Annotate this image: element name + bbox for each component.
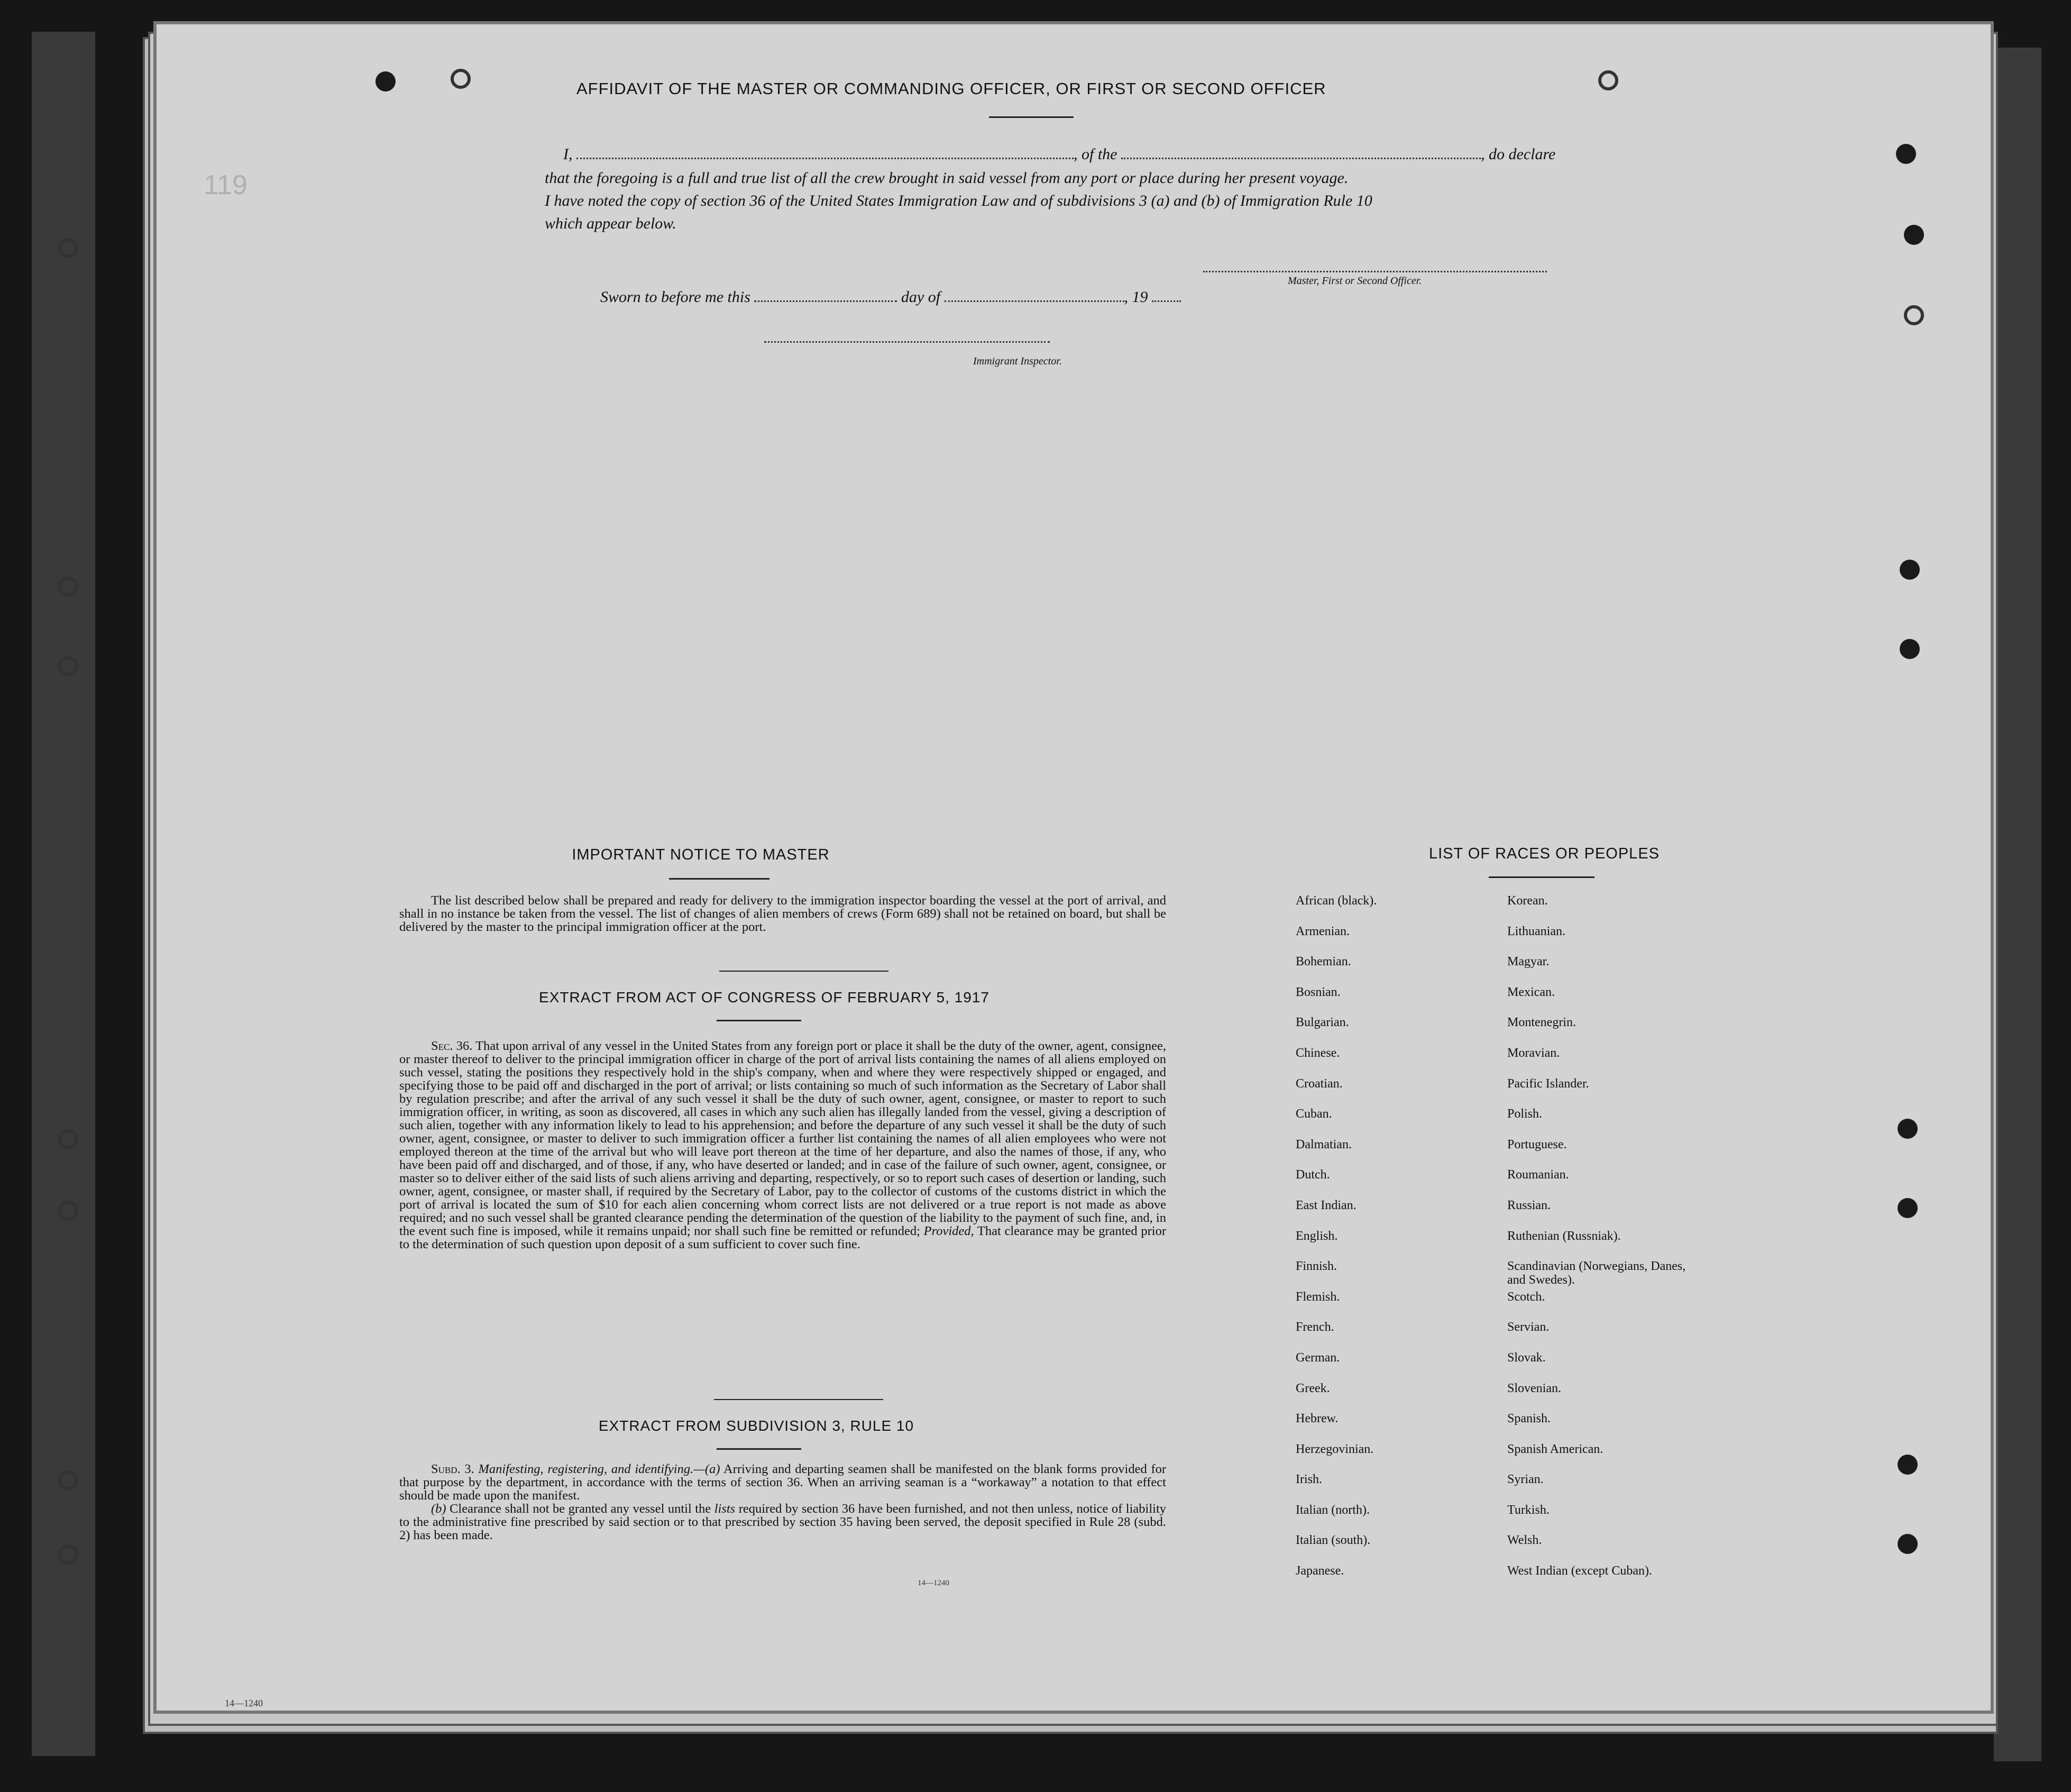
race-item: Scotch. — [1507, 1290, 1545, 1304]
affidavit-declare: , do declare — [1481, 145, 1556, 163]
binder-hole — [1898, 1534, 1918, 1554]
act-body-end: That clearance may be granted prior to the determination of such question upon deposit of a sum sufficient to cover such fine. — [399, 1224, 1166, 1251]
binder-hole — [58, 1470, 78, 1491]
race-item: Croatian. — [1296, 1076, 1343, 1091]
race-item: Greek. — [1296, 1381, 1330, 1395]
master-signature-label: Master, First or Second Officer. — [1288, 275, 1422, 287]
race-item: Hebrew. — [1296, 1412, 1339, 1426]
races-left-column — [1296, 894, 1377, 1595]
rule-extract-title: EXTRACT FROM SUBDIVISION 3, RULE 10 — [598, 1418, 914, 1434]
race-item: Slovak. — [1507, 1350, 1546, 1365]
affidavit-i: I, — [563, 145, 573, 163]
binder-hole — [1900, 560, 1920, 580]
para-b-lists: lists — [714, 1502, 736, 1516]
race-item: Magyar. — [1507, 955, 1550, 969]
race-item: Welsh. — [1507, 1533, 1542, 1548]
race-item: Flemish. — [1296, 1290, 1340, 1304]
binder-hole — [58, 238, 78, 258]
subd-title: Manifesting, registering, and identifying.—(a) — [478, 1462, 720, 1476]
master-signature-field[interactable] — [1203, 266, 1547, 272]
race-item: Servian. — [1507, 1320, 1550, 1334]
binder-hole — [375, 71, 396, 92]
race-item: Turkish. — [1507, 1503, 1550, 1517]
race-item: Roumanian. — [1507, 1168, 1569, 1182]
notice-title: IMPORTANT NOTICE TO MASTER — [572, 846, 830, 863]
affidavit-title: AFFIDAVIT OF THE MASTER OR COMMANDING OFFICER, OR FIRST OR SECOND OFFICER — [576, 79, 1326, 98]
act-extract-rule — [717, 1020, 801, 1021]
race-item: German. — [1296, 1350, 1340, 1365]
binder-hole — [58, 1201, 78, 1221]
race-item: Italian (south). — [1296, 1533, 1371, 1548]
sworn-day-field[interactable] — [754, 295, 897, 302]
race-item: Syrian. — [1507, 1473, 1544, 1487]
scanner-right-edge — [1994, 48, 2041, 1761]
rule-extract-text — [399, 1462, 1166, 1542]
race-item: Chinese. — [1296, 1046, 1340, 1060]
rule-paragraph-a — [399, 1462, 1166, 1502]
race-item: Scandinavian (Norwegians, Danes, and Swedes). — [1507, 1259, 1686, 1287]
race-item: Korean. — [1507, 894, 1548, 908]
binder-hole — [1898, 1455, 1918, 1475]
race-item: Ruthenian (Russniak). — [1507, 1229, 1621, 1243]
races-right-column — [1507, 894, 1698, 1595]
act-paragraph — [399, 1039, 1166, 1251]
affidavit-line-3: I have noted the copy of section 36 of the United States Immigration Law and of subdivisions 3 (a) and (b) of Immigration Rule 10 — [545, 192, 1372, 209]
inspector-signature-field[interactable] — [764, 336, 1050, 343]
rule-paragraph-b — [399, 1502, 1166, 1542]
races-list — [1296, 894, 1930, 1581]
race-item: Japanese. — [1296, 1564, 1344, 1578]
binder-hole — [58, 1129, 78, 1149]
rule-para-a: Arriving and departing seamen shall be manifested on the blank forms provided for that purpose by the department, in accordance with the terms of section 36. When an arriving seaman is a “workaway” a notation to that effect should be made upon the manifest. — [399, 1462, 1167, 1503]
affidavit-title-rule — [989, 116, 1074, 118]
race-item: Montenegrin. — [1507, 1016, 1576, 1030]
race-item: Russian. — [1507, 1198, 1551, 1212]
race-item: Moravian. — [1507, 1046, 1560, 1060]
notice-text — [399, 894, 1166, 934]
races-title-rule — [1489, 876, 1595, 878]
sworn-year: , 19 — [1124, 288, 1148, 306]
master-name-field[interactable] — [576, 152, 1074, 159]
race-item: Bohemian. — [1296, 955, 1351, 969]
race-item: Pacific Islander. — [1507, 1076, 1589, 1091]
race-item: Lithuanian. — [1507, 924, 1565, 938]
race-item: Spanish American. — [1507, 1442, 1603, 1456]
form-number: 14—1240 — [918, 1579, 949, 1587]
sworn-month-field[interactable] — [945, 295, 1124, 302]
binder-hole — [451, 69, 471, 89]
para-b-label: (b) — [431, 1502, 446, 1516]
notice-title-rule — [669, 878, 769, 880]
race-item: Bulgarian. — [1296, 1016, 1349, 1030]
rule-extract-rule — [717, 1448, 801, 1450]
para-b-end: required by section 36 have been furnished, and not then unless, notice of liability to the administrative fine prescribed by said section or to that prescribed by section 35 having been served, the deposit specified in Rule 28 (subd. 2) has been made. — [399, 1502, 1167, 1542]
bottom-form-number: 14—1240 — [225, 1698, 263, 1708]
race-item: Armenian. — [1296, 924, 1350, 938]
subd-label: Subd. 3. — [431, 1462, 474, 1476]
binder-hole — [58, 1544, 78, 1565]
binder-hole — [1896, 144, 1916, 164]
race-item: French. — [1296, 1320, 1334, 1334]
act-divider — [714, 1399, 883, 1400]
binder-hole — [1904, 225, 1924, 245]
race-item: Bosnian. — [1296, 985, 1341, 999]
affidavit-of-the: , of the — [1074, 145, 1117, 163]
race-item: English. — [1296, 1229, 1338, 1243]
act-extract-text — [399, 1039, 1166, 1251]
section-label: Sec. 36. — [431, 1039, 473, 1053]
affidavit-line-2: that the foregoing is a full and true list of all the crew brought in said vessel from any port or place during her present voyage. — [545, 169, 1349, 187]
act-body: That upon arrival of any vessel in the United States from any foreign port or place it shall be the duty of the owner, agent, consignee, or master thereof to deliver to the principal immigration officer in charge of the port of arrival lists containing the names of all aliens employed on such vessel, stating the positions they respectively hold in the ship's company, when and where they were respectively shipped or engaged, and specifying those to be paid off and discharged in the port of arrival; or lists containing so much of such information as the Secretary of Labor shall by regulation prescribe; and after the arrival of any such vessel it shall be the duty of such owner, agent, consignee, or master to report to such immigration officer, in writing, as soon as discovered, all cases in which any such alien has illegally landed from the vessel, giving a description of such alien, together with any information likely to lead to his apprehension; and before the departure of any such vessel it shall be the duty of such owner, agent, consignee, or master to deliver to such immigration officer a further list containing the names of all alien employees who were not employed thereon at the time of the arrival but who will leave port thereon at the time of her departure, and also the names of those, if any, who have been paid off and discharged, and of those, if any, who have deserted or landed; and in case of the failure of such owner, agent, consignee, or master so to deliver either of the said lists of such aliens arriving and departing, respectively, or so to report such cases of desertion or landing, such owner, agent, consignee, or master shall, if required by the Secretary of Labor, pay to the collector of customs of the customs district in which the port of arrival is located the sum of $10 for each alien concerning whom correct lists are not delivered or a true report is not made as above required; and no such vessel shall be granted clearance pending the determination of the question of the liability to the payment of such fine, and, in the event such fine is imposed, while it remains unpaid; nor shall such fine be remitted or refunded; — [399, 1039, 1166, 1238]
binder-hole — [1904, 305, 1924, 325]
affidavit-line-4: which appear below. — [545, 215, 676, 232]
notice-paragraph: The list described below shall be prepared and ready for delivery to the immigration inspector boarding the vessel at the port of arrival, and shall in no instance be taken from the vessel. The list of changes of alien members of crews (Form 689) shall not be retained on board, but shall be delivered by the master to the principal immigration officer at the port. — [399, 893, 1166, 934]
races-title: LIST OF RACES OR PEOPLES — [1428, 845, 1660, 862]
sworn-prefix: Sworn to before me this — [600, 288, 750, 306]
race-item: Italian (north). — [1296, 1503, 1370, 1517]
margin-page-number: 119 — [204, 170, 248, 200]
bleed-through-text — [481, 90, 487, 114]
vessel-name-field[interactable] — [1121, 152, 1481, 159]
sworn-day-of: day of — [901, 288, 941, 306]
binder-hole — [1598, 70, 1618, 90]
race-item: Polish. — [1507, 1107, 1543, 1121]
race-item: Dalmatian. — [1296, 1137, 1352, 1151]
race-item: East Indian. — [1296, 1198, 1357, 1212]
race-item: African (black). — [1296, 894, 1377, 908]
race-item: Spanish. — [1507, 1412, 1551, 1426]
race-item: Finnish. — [1296, 1259, 1337, 1274]
binder-hole — [58, 656, 78, 676]
act-extract-title: EXTRACT FROM ACT OF CONGRESS OF FEBRUARY 5, 1917 — [539, 989, 989, 1005]
scanner-left-edge — [32, 32, 95, 1756]
race-item: Cuban. — [1296, 1107, 1332, 1121]
binder-hole — [1898, 1198, 1918, 1218]
inspector-label: Immigrant Inspector. — [973, 355, 1062, 367]
binder-hole — [58, 577, 78, 597]
race-item: Mexican. — [1507, 985, 1555, 999]
binder-hole — [1900, 639, 1920, 659]
notice-divider — [719, 971, 888, 972]
manifest-back-page — [153, 21, 1994, 1714]
sworn-year-field[interactable] — [1152, 295, 1181, 302]
race-item: Herzegovinian. — [1296, 1442, 1374, 1456]
binder-hole — [1898, 1119, 1918, 1139]
para-b-start: Clearance shall not be granted any vessel until the — [450, 1502, 711, 1516]
race-item: Irish. — [1296, 1473, 1322, 1487]
affidavit-line-1 — [563, 145, 1555, 163]
race-item: Slovenian. — [1507, 1381, 1561, 1395]
sworn-line — [600, 288, 1181, 306]
race-item: Portuguese. — [1507, 1137, 1567, 1151]
race-item: Dutch. — [1296, 1168, 1330, 1182]
provided-label: Provided, — [923, 1224, 974, 1238]
race-item: West Indian (except Cuban). — [1507, 1564, 1652, 1578]
